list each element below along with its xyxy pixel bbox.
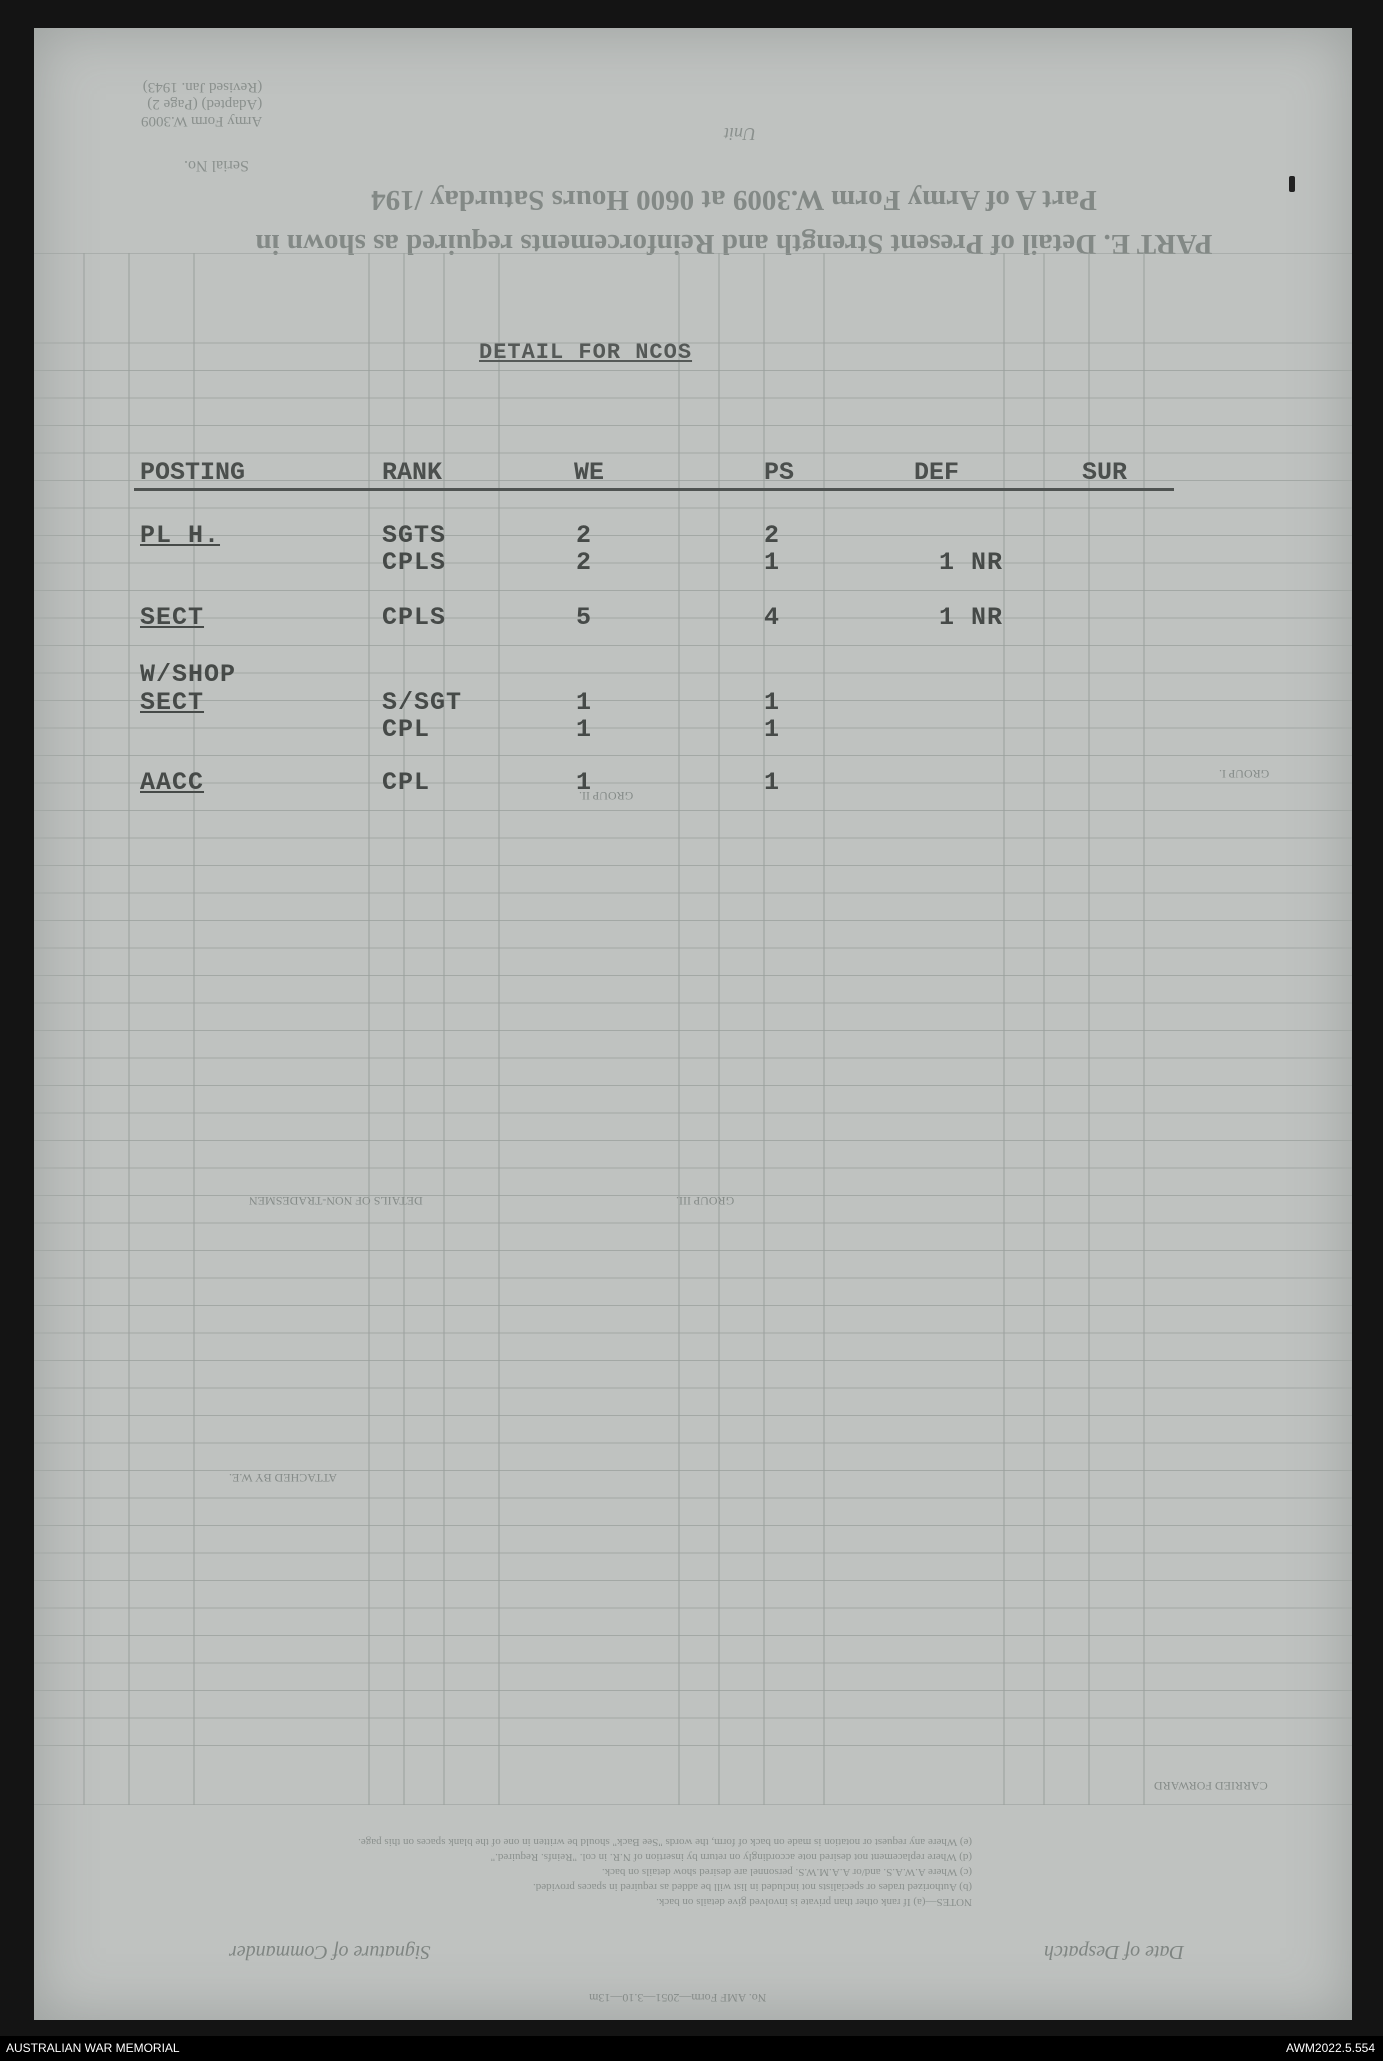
row-rank: CPLS [382, 548, 447, 577]
row-ps: 1 [764, 688, 781, 717]
row-ps: 1 [764, 768, 781, 797]
row-ps: 2 [764, 521, 781, 550]
ghost-note: (e) Where any request or notation is made on back of form, the words "See Back" should be written in one of the blank spaces on this page. [358, 1836, 972, 1848]
ghost-note: (d) Where replacement not desired note accordingly on return by insertion of N.R. in col. "Reinfs. Required." [490, 1851, 972, 1863]
ghost-group-label: CARRIED FORWARD [1154, 1779, 1268, 1793]
detail-for-ncos-title: DETAIL FOR NCOS [479, 340, 693, 365]
staple-mark [1289, 176, 1295, 192]
row-rank: SGTS [382, 521, 447, 550]
row-posting: AACC [140, 768, 205, 797]
row-ps: 4 [764, 603, 781, 632]
row-ps: 1 [764, 715, 781, 744]
row-we: 5 [576, 603, 593, 632]
archive-footer-bar [0, 2036, 1383, 2061]
ghost-form-line: (Revised Jan. 1943) [142, 79, 262, 95]
row-posting: W/SHOP [140, 660, 237, 689]
ghost-form-line: (Adapted) (Page 2) [147, 96, 262, 112]
row-rank: S/SGT [382, 688, 463, 717]
row-we: 1 [576, 768, 593, 797]
posting-column-header: POSTING [140, 458, 246, 487]
ghost-printer-line: No. AMF Form—2051—3.10—13m [589, 1991, 767, 2005]
row-we: 1 [576, 715, 593, 744]
ghost-signature-label: Signature of Commander [229, 1941, 431, 1963]
rank-column-header: RANK [382, 458, 443, 487]
ghost-note: NOTES—(a) If rank other than private is involved give details on back. [656, 1896, 972, 1908]
row-rank: CPLS [382, 603, 447, 632]
archive-credit: AUSTRALIAN WAR MEMORIAL [6, 2041, 180, 2055]
row-we: 2 [576, 521, 593, 550]
ghost-serial-label: Serial No. [184, 157, 249, 174]
row-ps: 1 [764, 548, 781, 577]
ghost-notes [34, 1808, 1352, 1908]
ghost-form-reference [141, 78, 262, 129]
bleed-through-header [34, 28, 1352, 268]
ghost-group-label: GROUP II. [579, 789, 634, 803]
row-we: 2 [576, 548, 593, 577]
ghost-title-line-2: Part A of Army Form W.3009 at 0600 Hours Saturday [429, 184, 1097, 216]
ghost-group-label: DETAILS OF NON-TRADESMEN [249, 1194, 423, 1208]
header-rule [134, 488, 1174, 491]
ghost-unit-label: Unit [724, 124, 757, 144]
ghost-group-label: GROUP III. [676, 1194, 735, 1208]
ghost-group-label: GROUP I. [1219, 767, 1270, 781]
ghost-date: /194 [371, 184, 423, 216]
row-posting: SECT [140, 603, 205, 632]
row-def: 1 NR [939, 548, 1004, 577]
archive-accession-number: AWM2022.5.554 [1286, 2041, 1375, 2055]
ghost-form-line: Army Form W.3009 [140, 113, 262, 129]
row-posting: PL H. [140, 521, 221, 550]
ghost-note: (c) Where A.W.A.S. and/or A.A.M.W.S. personnel are desired show details on back. [601, 1866, 972, 1878]
we-column-header: WE [574, 458, 605, 487]
ghost-note: (b) Authorized trades or specialists not included in list will be added as required in spaces provided. [533, 1881, 972, 1893]
ps-column-header: PS [764, 458, 795, 487]
row-we: 1 [576, 688, 593, 717]
form-sheet [34, 28, 1352, 2020]
row-def: 1 NR [939, 603, 1004, 632]
ghost-despatch-label: Date of Despatch [1044, 1941, 1184, 1963]
sur-column-header: SUR [1082, 458, 1128, 487]
row-rank: CPL [382, 768, 431, 797]
ghost-group-label: ATTACHED BY W.E. [229, 1471, 337, 1485]
row-rank: CPL [382, 715, 431, 744]
row-posting: SECT [140, 688, 205, 717]
ghost-title-line-1: PART E. Detail of Present Strength and Reinforcements required as shown in [255, 228, 1213, 260]
def-column-header: DEF [914, 458, 960, 487]
